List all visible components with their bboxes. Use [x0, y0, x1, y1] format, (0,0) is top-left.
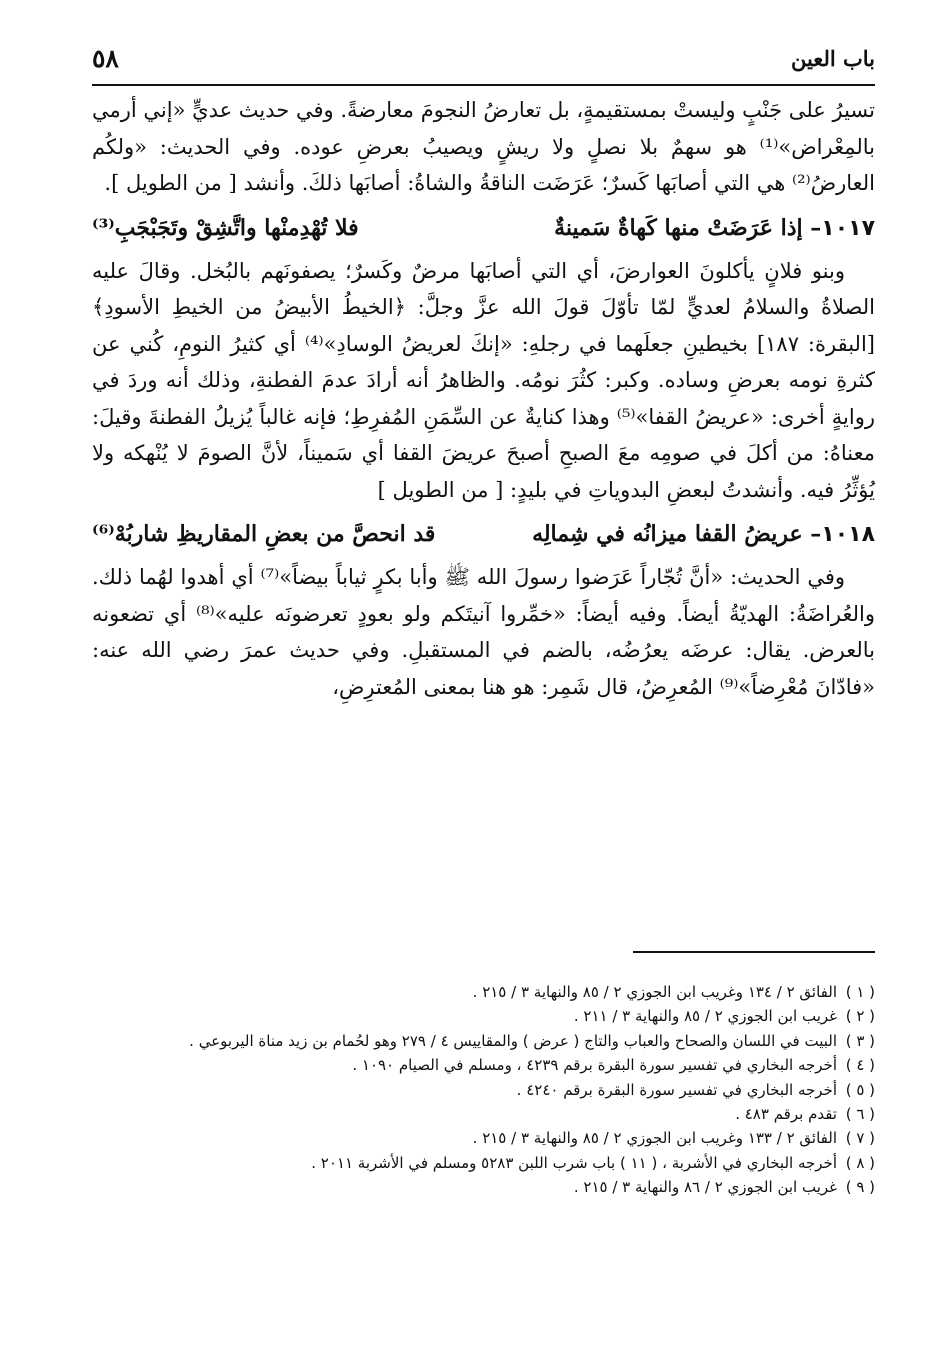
verse-1017-second-hemistich: فلا تُهْدِمنْها واتَّشِقْ وتَجَبْجَبِ⁽³⁾: [92, 214, 359, 241]
footnote-item: [92, 1175, 875, 1199]
verse-1017: [92, 208, 875, 249]
footnote-text: أخرجه البخاري في الأشربة ، ( ١١ ) باب شرب اللبن ٥٢٨٣ ومسلم في الأشربة ٢٠١١ .: [311, 1153, 837, 1172]
footnote-item: [92, 980, 875, 1004]
footnote-item: [92, 1126, 875, 1150]
footnote-text: أخرجه البخاري في تفسير سورة البقرة برقم ٤٢٤٠ .: [516, 1080, 837, 1099]
footnote-number: ( ٦ ): [845, 1105, 875, 1124]
footnote-item: [92, 1004, 875, 1028]
footnote-text: أخرجه البخاري في تفسير سورة البقرة برقم ٤٢٣٩ ، ومسلم في الصيام ١٠٩٠ .: [352, 1056, 837, 1075]
verse-number: ١٠١٨: [821, 522, 875, 547]
footnote-text: غريب ابن الجوزي ٢ / ٨٥ والنهاية ٣ / ٢١١ .: [573, 1007, 837, 1026]
footnote-number: ( ٨ ): [845, 1153, 875, 1172]
verse-1017-first-hemistich: [554, 208, 875, 249]
footnote-item: [92, 1053, 875, 1077]
verse-number: ١٠١٧: [821, 215, 875, 241]
footnote-number: ( ١ ): [845, 983, 875, 1001]
footnote-item: [92, 1102, 875, 1126]
verse-1018-second-hemistich: قد انحصَّ من بعضِ المقاريظِ شاربُهْ⁽⁶⁾: [92, 521, 436, 547]
footnotes: [92, 980, 875, 1200]
footnote-text: تقدم برقم ٤٨٣ .: [735, 1105, 837, 1124]
footnote-separator: [633, 951, 875, 953]
footnote-number: ( ٤ ): [845, 1056, 875, 1075]
header-rule: [92, 84, 875, 86]
verse-hemistich-text: – إذا عَرَضَتْ منها كَهاةٌ سَمينةٌ: [554, 214, 822, 241]
verse-1018-first-hemistich: [532, 514, 875, 555]
footnote-number: ( ٥ ): [845, 1080, 875, 1099]
footnote-text: الفائق ٢ / ١٣٤ وغريب ابن الجوزي ٢ / ٨٥ والنهاية ٣ / ٢١٥ .: [472, 983, 837, 1001]
paragraph-1: تسيرُ على جَنْبٍ وليستْ بمستقيمةٍ، بل تعارضُ النجومَ معارضةً. وفي حديث عديٍّ «إني أرمي بالمِعْراض»⁽¹⁾ هو سهمٌ بلا نصلٍ ولا ريشٍ ويصيبُ بعرضِ عوده. وفي الحديث: «ولكُم العارضُ⁽²⁾ هي التي أصابَها كَسرٌ؛ عَرَضَت الناقةُ والشاةُ: أصابَها ذلكَ. وأنشد [ من الطويل ].: [92, 98, 875, 195]
footnote-text: غريب ابن الجوزي ٢ / ٨٦ والنهاية ٣ / ٢١٥ .: [573, 1178, 837, 1197]
footnote-item: [92, 1029, 875, 1053]
footnote-number: ( ٧ ): [845, 1129, 875, 1148]
footnote-number: ( ٩ ): [845, 1178, 875, 1197]
running-title: باب العين: [790, 45, 875, 71]
footnote-item: [92, 1078, 875, 1102]
footnote-number: ( ٣ ): [845, 1031, 875, 1050]
footnote-text: الفائق ٢ / ١٣٣ وغريب ابن الجوزي ٢ / ٨٥ والنهاية ٣ / ٢١٥ .: [472, 1129, 837, 1148]
paragraph-3: وفي الحديث: «أنَّ تُجّاراً عَرَضوا رسولَ الله ﷺ وأبا بكرٍ ثياباً بيضاً»⁽⁷⁾ أي أهدوا لهُما ذلك. والعُراضَةُ: الهديّةُ أيضاً. وفيه أيضاً: «خمِّروا آنيتَكم ولو بعودٍ تعرضونَه عليه»⁽⁸⁾ أي تضعونه بالعرض. يقال: عرضَه يعرُضُه، بالضم في المستقبلِ. وفي حديث عمرَ رضي الله عنه: «فادّانَ مُعْرِضاً»⁽⁹⁾ المُعرِضُ، قال شَمِر: هو هنا بمعنى المُعترِضِ،: [92, 565, 875, 699]
main-text: [92, 92, 875, 705]
verse-hemistich-text: – عريضُ القفا ميزانُه في شِمالِه: [532, 521, 822, 547]
page-header: [92, 38, 875, 78]
footnote-text: البيت في اللسان والصحاح والعباب والتاج ( عرض ) والمقاييس ٤ / ٢٧٩ وهو لحُمام بن زيد مناة اليربوعي .: [189, 1031, 837, 1050]
paragraph-2: وبنو فلانٍ يأكلونَ العوارضَ، أي التي أصابَها مرضٌ وكَسرٌ؛ يصفونَهم بالبُخل. وقالَ عليه الصلاةُ والسلامُ لعديٍّ لمّا تأوّلَ قولَ الله عزَّ وجلَّ: ﴿الخيطُ الأبيضُ من الخيطِ الأسودِ﴾ [البقرة: ١٨٧] بخيطينِ جعلَهما في رجلهِ: «إنكَ لعريضُ الوسادِ»⁽⁴⁾ أي كثيرُ النومِ، كُني عن كثرةِ نومه بعرضِ وساده. وكبر: كثُرَ نومُه. والظاهرُ أنه أرادَ عدمَ الفطنةِ، وذلك أنه وردَ في روايةٍ أخرى: «عريضُ القفا»⁽⁵⁾ وهذا كنايةٌ عن السِّمَنِ المُفرِطِ؛ فإنه غالباً يُزيلُ الفطنةَ وقيلَ: معناهُ: من أكلَ في صومِه معَ الصبحِ أصبحَ عريضَ القفا أي سَميناً، لأنَّ الصومَ لا يُنْهكه ولا يُؤثِّرُ فيه. وأنشدتُ لبعضِ البدوياتِ في بليدٍ: [ من الطويل ]: [92, 258, 875, 502]
footnote-number: ( ٢ ): [845, 1007, 875, 1026]
footnote-item: [92, 1151, 875, 1175]
verse-1018: [92, 514, 875, 555]
page-number: ٥٨: [92, 43, 119, 73]
